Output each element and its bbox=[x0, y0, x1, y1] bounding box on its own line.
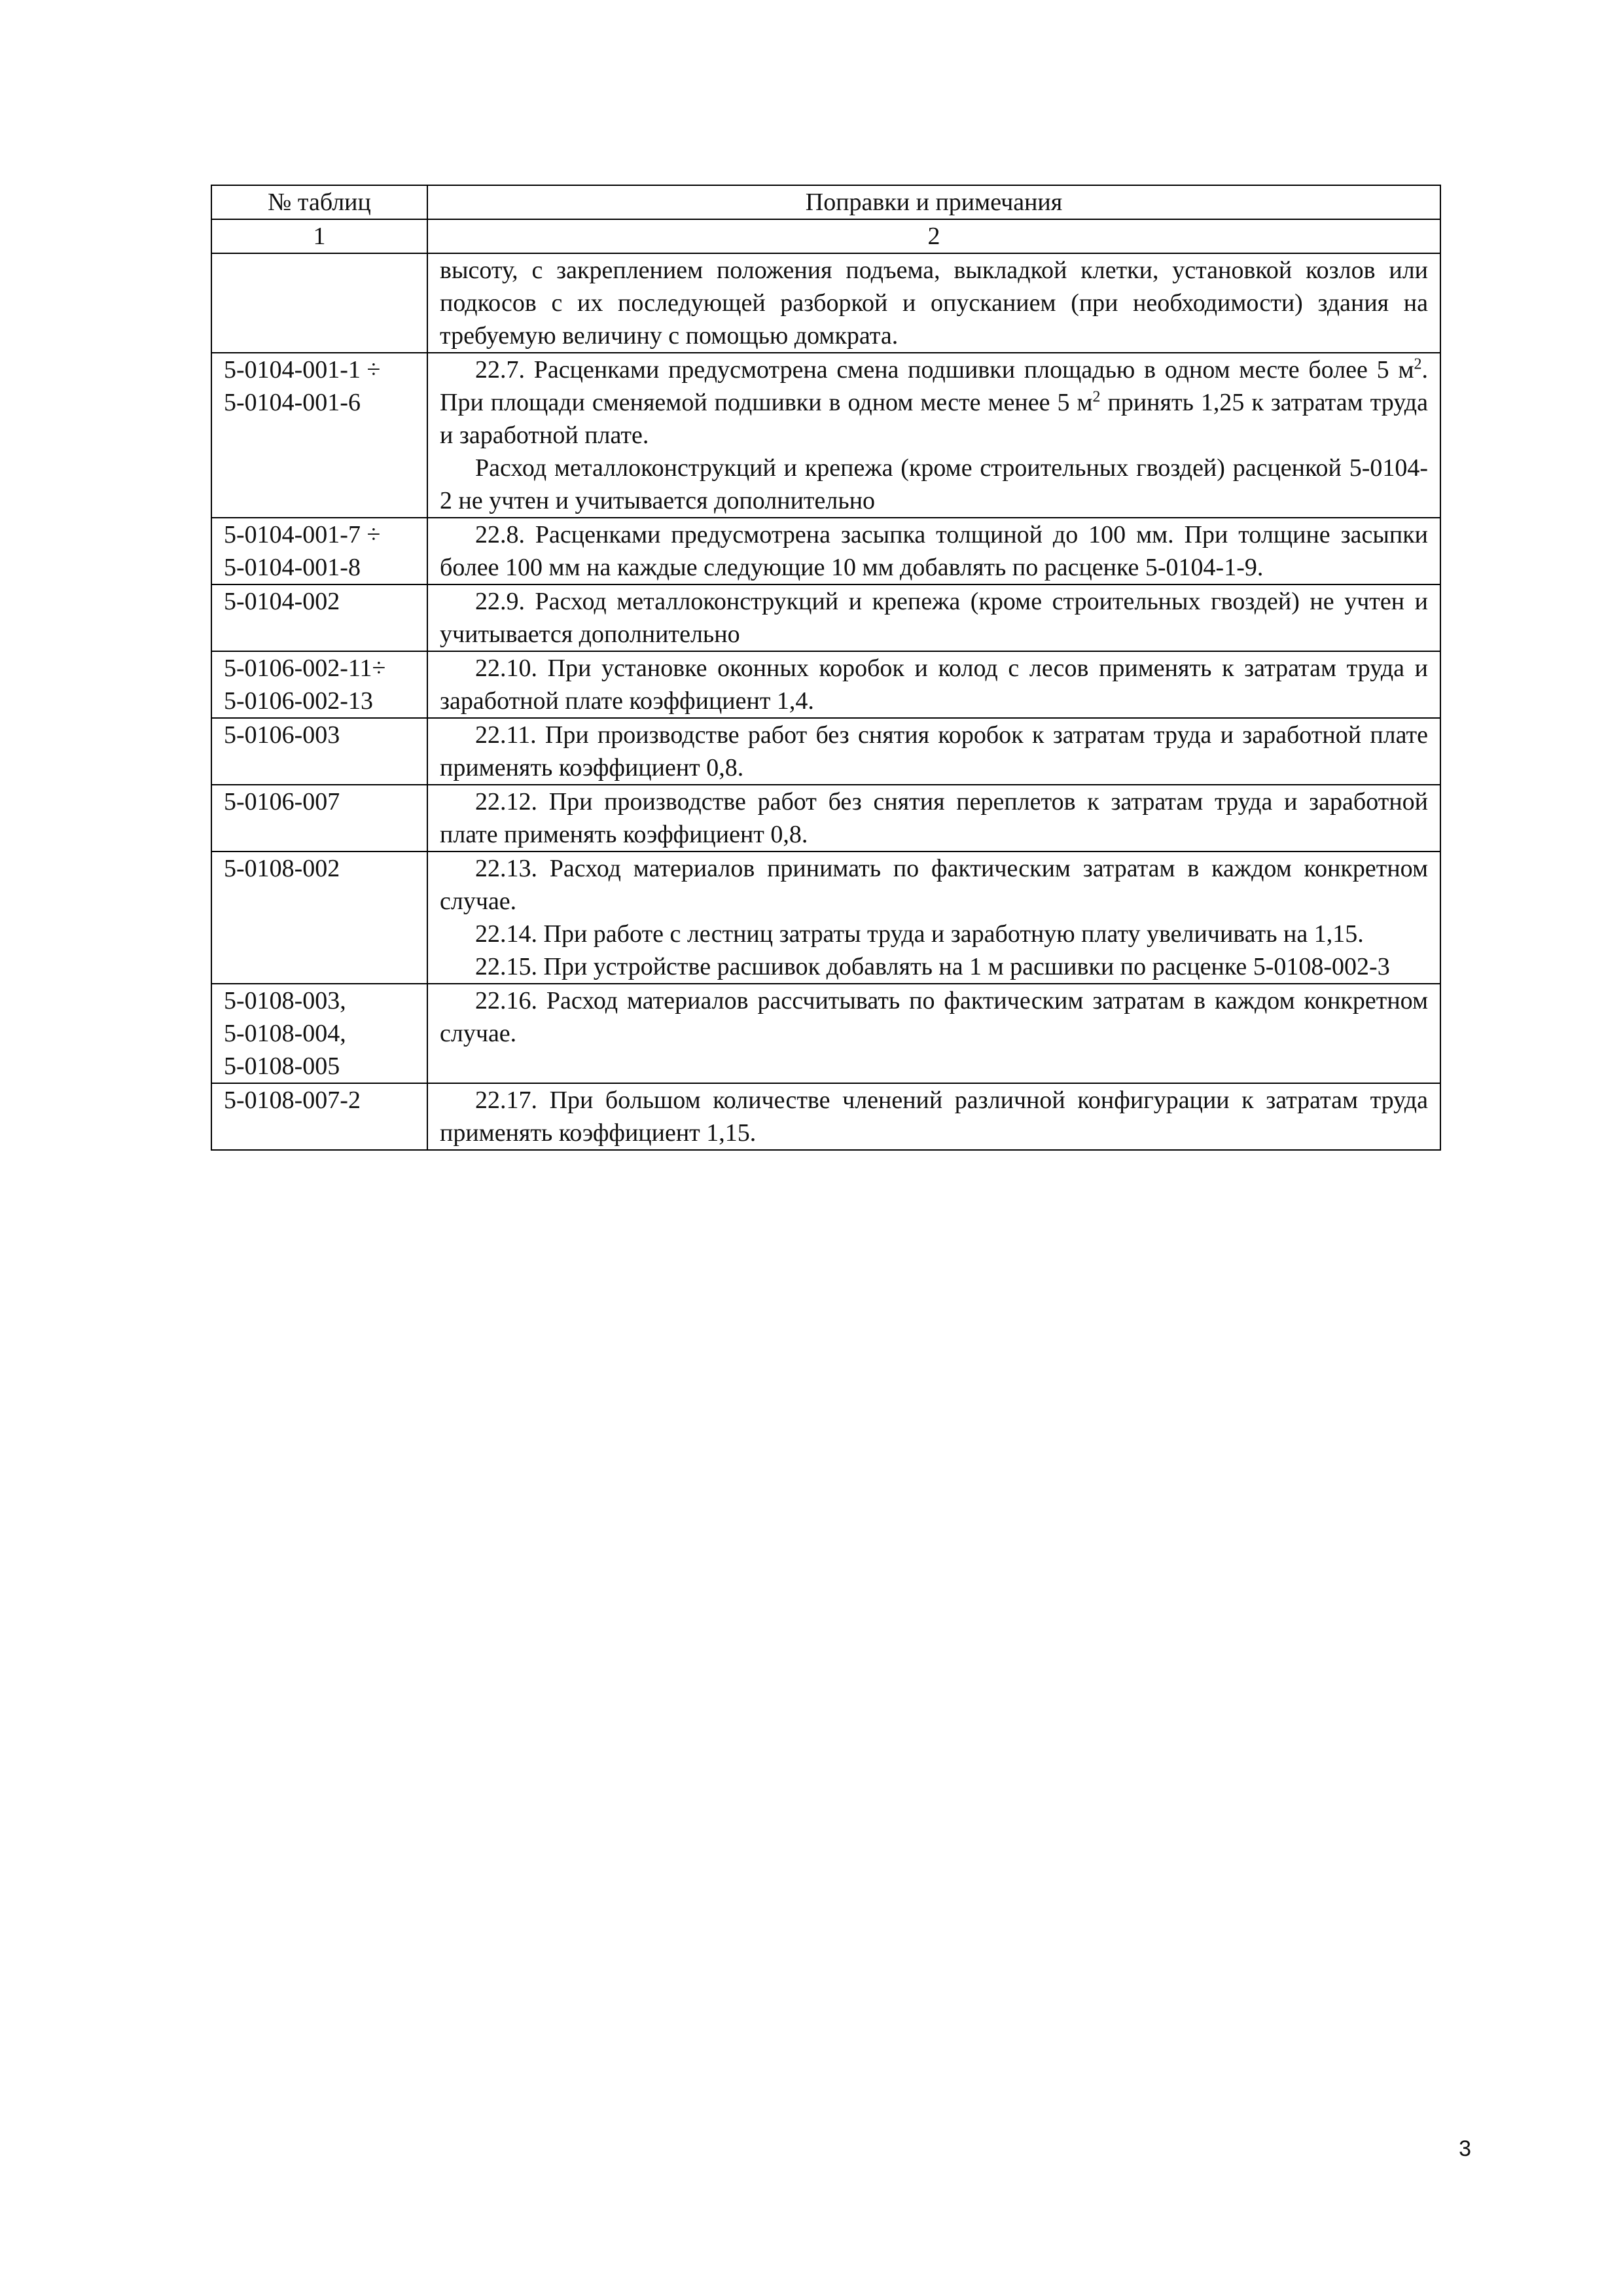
table-code: 5-0108-003, bbox=[224, 987, 346, 1014]
row-notes bbox=[427, 353, 1440, 518]
row-notes bbox=[427, 1083, 1440, 1150]
row-notes bbox=[427, 584, 1440, 651]
table-code: 5-0104-001-6 bbox=[224, 389, 361, 416]
table-code: 5-0108-004, bbox=[224, 1020, 346, 1047]
row-codes bbox=[211, 785, 427, 852]
table-code: 5-0104-001-1 ÷ bbox=[224, 356, 381, 384]
table-code: 5-0104-002 bbox=[224, 588, 340, 615]
note-paragraph: 22.17. При большом количестве членений различной конфигурации к затратам труда применять коэффициент 1,15. bbox=[440, 1086, 1428, 1147]
row-notes bbox=[427, 984, 1440, 1083]
note-paragraph: 22.13. Расход материалов принимать по фактическим затратам в каждом конкретном случае. bbox=[440, 855, 1428, 915]
table-code: 5-0108-005 bbox=[224, 1052, 340, 1080]
row-notes bbox=[427, 852, 1440, 984]
table-row bbox=[211, 852, 1440, 984]
note-paragraph: 22.8. Расценками предусмотрена засыпка толщиной до 100 мм. При толщине засыпки более 100 мм на каждые следующие 10 мм добавлять по расценке 5-0104-1-9. bbox=[440, 521, 1428, 581]
table-code: 5-0104-001-8 bbox=[224, 554, 361, 581]
row-codes bbox=[211, 852, 427, 984]
table-row bbox=[211, 651, 1440, 718]
superscript: 2 bbox=[1092, 388, 1101, 406]
row-codes bbox=[211, 718, 427, 785]
table-code: 5-0104-001-7 ÷ bbox=[224, 521, 381, 548]
note-paragraph: Расход металлоконструкций и крепежа (кроме строительных гвоздей) расценкой 5-0104-2 не учтен и учитывается дополнительно bbox=[440, 454, 1428, 514]
note-paragraph: 22.9. Расход металлоконструкций и крепежа (кроме строительных гвоздей) не учтен и учитывается дополнительно bbox=[440, 588, 1428, 648]
row-codes bbox=[211, 518, 427, 584]
table-row bbox=[211, 984, 1440, 1083]
row-codes bbox=[211, 984, 427, 1083]
note-paragraph: 22.10. При установке оконных коробок и колод с лесов применять к затратам труда и заработной плате коэффициент 1,4. bbox=[440, 655, 1428, 715]
table-row bbox=[211, 1083, 1440, 1150]
table-row bbox=[211, 785, 1440, 852]
table-column-numbers-row bbox=[211, 219, 1440, 253]
row-codes bbox=[211, 651, 427, 718]
row-notes bbox=[427, 253, 1440, 353]
table-row bbox=[211, 353, 1440, 518]
table-code: 5-0108-007-2 bbox=[224, 1086, 361, 1114]
table-row bbox=[211, 518, 1440, 584]
row-notes bbox=[427, 651, 1440, 718]
note-paragraph: 22.15. При устройстве расшивок добавлять на 1 м расшивки по расценке 5-0108-002-3 bbox=[475, 953, 1390, 980]
table-row bbox=[211, 584, 1440, 651]
note-paragraph: 22.14. При работе с лестниц затраты труда и заработную плату увеличивать на 1,15. bbox=[475, 920, 1364, 948]
note-22-7-part1: 22.7. Расценками предусмотрена смена подшивки площадью в одном месте более 5 м bbox=[475, 356, 1414, 384]
column-number-1: 1 bbox=[211, 219, 427, 253]
note-paragraph: 22.12. При производстве работ без снятия переплетов к затратам труда и заработной плате применять коэффициент 0,8. bbox=[440, 788, 1428, 848]
note-paragraph: 22.16. Расход материалов рассчитывать по фактическим затратам в каждом конкретном случае. bbox=[440, 987, 1428, 1047]
note-paragraph: 22.11. При производстве работ без снятия коробок к затратам труда и заработной плате применять коэффициент 0,8. bbox=[440, 721, 1428, 781]
row-notes bbox=[427, 718, 1440, 785]
table-code: 5-0106-003 bbox=[224, 721, 340, 749]
header-table-number: № таблиц bbox=[211, 185, 427, 219]
table-code: 5-0106-002-13 bbox=[224, 687, 373, 715]
row-codes bbox=[211, 1083, 427, 1150]
table-header-row bbox=[211, 185, 1440, 219]
note-paragraph: высоту, с закреплением положения подъема, выкладкой клетки, установкой козлов или подкосов с их последующей разборкой и опусканием (при необходимости) здания на требуемую величину с помощью домкрата. bbox=[440, 257, 1428, 350]
table-row bbox=[211, 718, 1440, 785]
table-row bbox=[211, 253, 1440, 353]
column-number-2: 2 bbox=[427, 219, 1440, 253]
page-number: 3 bbox=[1459, 2136, 1471, 2161]
note-22-7-part3: принять 1,25 к затратам труда и заработной плате. bbox=[440, 389, 1429, 449]
header-notes: Поправки и примечания bbox=[427, 185, 1440, 219]
corrections-table bbox=[211, 185, 1441, 1151]
table-code: 5-0108-002 bbox=[224, 855, 340, 882]
table-code: 5-0106-007 bbox=[224, 788, 340, 816]
superscript: 2 bbox=[1414, 355, 1422, 373]
table-code: 5-0106-002-11÷ bbox=[224, 655, 386, 682]
row-notes bbox=[427, 785, 1440, 852]
note-22-7-part2: . При площади сменяемой подшивки в одном месте менее 5 м bbox=[440, 356, 1428, 416]
row-codes bbox=[211, 253, 427, 353]
row-notes bbox=[427, 518, 1440, 584]
row-codes bbox=[211, 584, 427, 651]
row-codes bbox=[211, 353, 427, 518]
note-paragraph-22-7 bbox=[440, 353, 1428, 452]
